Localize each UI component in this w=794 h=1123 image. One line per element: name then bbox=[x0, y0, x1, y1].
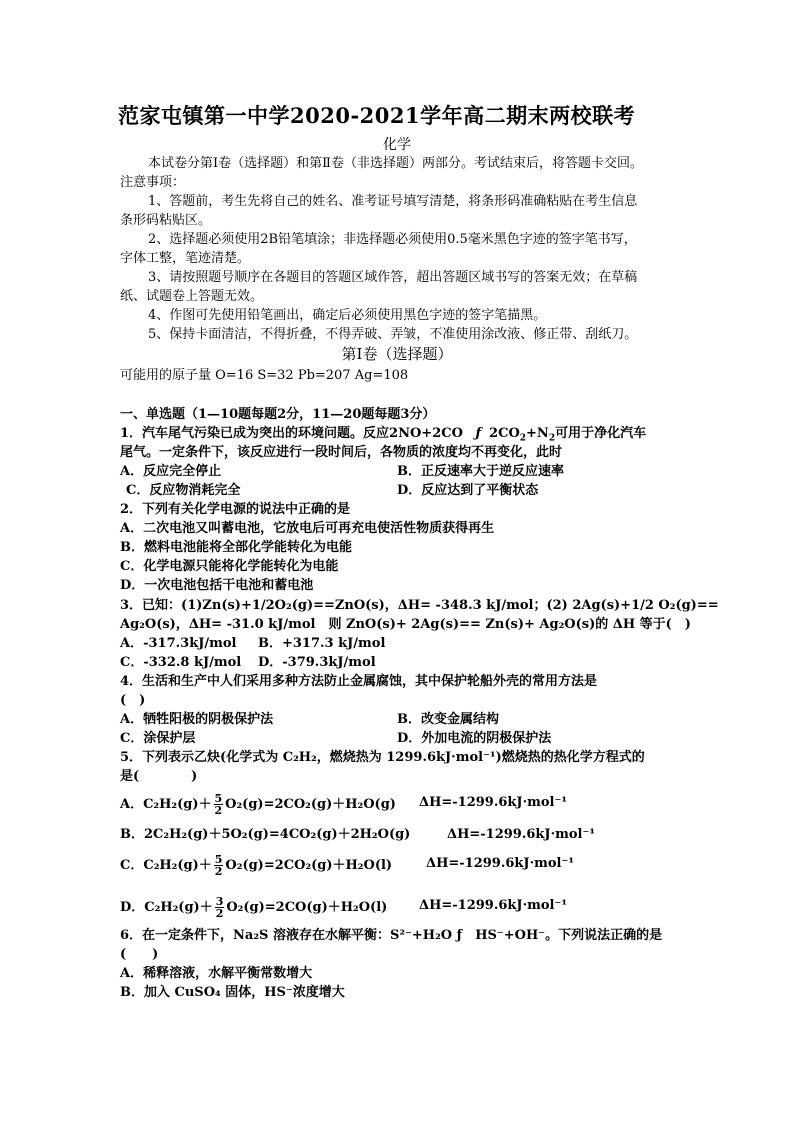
q4-option-a: A．牺牲阳极的阴极保护法 bbox=[120, 712, 274, 727]
q3-stem-cont: Ag₂O(s)，ΔH= -31.0 kJ/mol 则 ZnO(s)+ 2Ag(s)== Zn(s)+ Ag₂O(s)的 ΔH 等于( ) bbox=[120, 617, 691, 632]
q4-option-c: C．涂保护层 bbox=[120, 731, 196, 746]
q2-option-a: A．二次电池又叫蓄电池，它放电后可再充电使活性物质获得再生 bbox=[120, 521, 495, 536]
q3-stem: 3．已知：(1)Zn(s)+1/2O₂(g)==ZnO(s)，ΔH= -348.3 kJ/mol；(2) 2Ag(s)+1/2 O₂(g)== bbox=[120, 598, 719, 613]
notice-item-2: 2、选择题必须使用2B铅笔填涂；非选择题必须使用0.5毫米黑色字迹的签字笔书写， bbox=[148, 232, 637, 247]
exam-title: 范家屯镇第一中学2020-2021学年高二期末两校联考 bbox=[118, 103, 636, 128]
part-heading: 一、单选题（1—10题每题2分，11—20题每题3分） bbox=[120, 407, 436, 422]
q2-option-d: D．一次电池包括干电池和蓄电池 bbox=[120, 578, 314, 593]
equilibrium-arrow-icon: ƒ bbox=[475, 426, 482, 441]
q3-option-b: B．+317.3 kJ/mol bbox=[258, 636, 386, 651]
notice-heading: 注意事项： bbox=[120, 175, 186, 190]
q5-option-a-dh: ΔH=-1299.6kJ·mol⁻¹ bbox=[419, 795, 568, 810]
q6-option-a: A．稀释溶液，水解平衡常数增大 bbox=[120, 966, 313, 981]
q5-stem-cont: 是( ) bbox=[120, 769, 198, 784]
fraction: $\frac{5}{2}$ bbox=[214, 792, 223, 817]
q5-stem: 5．下列表示乙炔(化学式为 C₂H₂，燃烧热为 1299.6kJ·mol⁻¹)燃烧热的热化学方程式的 bbox=[120, 750, 645, 765]
atomic-mass-line: 可能用的原子量 O=16 S=32 Pb=207 Ag=108 bbox=[120, 368, 409, 383]
q5-option-b-dh: ΔH=-1299.6kJ·mol⁻¹ bbox=[447, 827, 596, 842]
subject-label: 化学 bbox=[383, 137, 411, 153]
q5-option-d-dh: ΔH=-1299.6kJ·mol⁻¹ bbox=[419, 898, 568, 913]
q1-option-b: B．正反速率大于逆反应速率 bbox=[397, 464, 564, 479]
fraction: $\frac{3}{2}$ bbox=[215, 895, 224, 920]
notice-item-4: 4、作图可先使用铅笔画出，确定后必须使用黑色字迹的签字笔描黑。 bbox=[148, 308, 547, 323]
q5-option-d: D．C₂H₂(g)＋ $\frac{3}{2}$ O₂(g)=2CO(g)＋H₂O(l) bbox=[120, 895, 388, 920]
section-title: 第Ⅰ卷（选择题） bbox=[341, 345, 453, 363]
q4-option-b: B．改变金属结构 bbox=[397, 712, 499, 727]
q4-option-d: D．外加电流的阴极保护法 bbox=[397, 731, 552, 746]
notice-item-1-cont: 条形码粘贴区。 bbox=[120, 213, 212, 228]
q1-option-d: D．反应达到了平衡状态 bbox=[397, 483, 539, 498]
q2-option-b: B．燃料电池能将全部化学能转化为电能 bbox=[120, 540, 352, 555]
q4-stem: 4．生活和生产中人们采用多种方法防止金属腐蚀，其中保护轮船外壳的常用方法是 bbox=[120, 674, 598, 689]
q5-option-c: C．C₂H₂(g)＋ $\frac{5}{2}$ O₂(g)=2CO₂(g)＋H₂O(l) bbox=[120, 853, 393, 878]
q2-stem: 2．下列有关化学电源的说法中正确的是 bbox=[120, 502, 351, 517]
q5-option-c-dh: ΔH=-1299.6kJ·mol⁻¹ bbox=[426, 856, 575, 871]
notice-item-1: 1、答题前，考生先将自己的姓名、准考证号填写清楚，将条形码准确粘贴在考生信息 bbox=[148, 194, 638, 209]
q2-option-c: C．化学电源只能将化学能转化为电能 bbox=[120, 559, 339, 574]
q6-option-b: B．加入 CuSO₄ 固体，HS⁻浓度增大 bbox=[120, 985, 345, 1000]
q5-option-b: B．2C₂H₂(g)＋5O₂(g)=4CO₂(g)＋2H₂O(g) bbox=[120, 827, 411, 842]
q1-option-a: A．反应完全停止 bbox=[120, 464, 222, 479]
q1-stem-cont: 尾气。一定条件下，该反应进行一段时间后，各物质的浓度均不再变化，此时 bbox=[120, 445, 563, 460]
q4-paren: ( ) bbox=[120, 693, 146, 708]
q5-option-a: A．C₂H₂(g)＋ $\frac{5}{2}$ O₂(g)=2CO₂(g)＋H₂O(g) bbox=[120, 792, 396, 817]
q3-option-a: A．-317.3kJ/mol bbox=[120, 636, 237, 651]
notice-item-3-cont: 纸、试题卷上答题无效。 bbox=[120, 289, 264, 304]
notice-item-5: 5、保持卡面清洁，不得折叠，不得弄破、弄皱，不准使用涂改液、修正带、刮纸刀。 bbox=[148, 327, 638, 342]
intro-line: 本试卷分第Ⅰ卷（选择题）和第Ⅱ卷（非选择题）两部分。考试结束后，将答题卡交回。 bbox=[148, 156, 643, 171]
q6-stem: 6．在一定条件下，Na₂S 溶液存在水解平衡：S²⁻+H₂O ƒ HS⁻+OH⁻。下列说法正确的是 bbox=[120, 928, 663, 943]
q6-paren: ( ) bbox=[120, 947, 159, 962]
q1-stem: 1．汽车尾气污染已成为突出的环境问题。反应2NO+2CO ƒ $2CO_2+N_2$可用于净化汽车 bbox=[120, 426, 647, 444]
q1-option-c: C．反应物消耗完全 bbox=[126, 483, 241, 498]
notice-item-2-cont: 字体工整，笔迹清楚。 bbox=[120, 251, 251, 266]
notice-item-3: 3、请按照题号顺序在各题目的答题区域作答，超出答题区域书写的答案无效；在草稿 bbox=[148, 270, 638, 285]
fraction: $\frac{5}{2}$ bbox=[214, 853, 223, 878]
q3-option-d: D．-379.3kJ/mol bbox=[258, 655, 376, 670]
q3-option-c: C．-332.8 kJ/mol bbox=[120, 655, 242, 670]
